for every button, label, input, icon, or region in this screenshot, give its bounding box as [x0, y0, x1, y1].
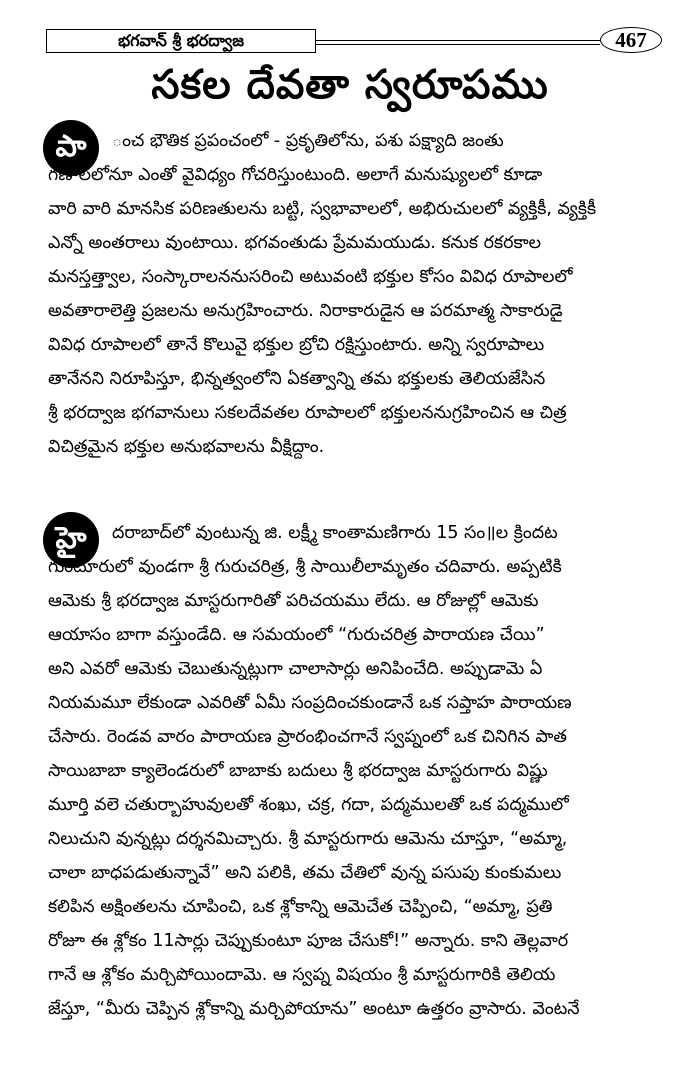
- text-line: రోజూ ఈ శ్లోకం 11సార్లు చెప్పుకుంటూ పూజ చేసుకో!” అన్నారు. కాని తెల్లవార: [48, 931, 569, 951]
- text-line: ంచ భౌతిక ప్రపంచంలో - ప్రకృతిలోను, పశు పక్ష్యాది జంతు: [112, 131, 504, 151]
- chapter-title: సకల దేవతా స్వరూపము: [151, 62, 549, 108]
- text-line: గణాలలోనూ ఎంతో వైవిధ్యం గోచరిస్తుంటుంది. అలాగే మనుష్యులలో కూడా: [48, 165, 543, 185]
- text-line: విచిత్రమైన భక్తుల అనుభవాలను వీక్షిద్దాం.: [48, 437, 325, 457]
- text-line: ఆయాసం బాగా వస్తుండేది. ఆ సమయంలో “గురుచరిత్ర పారాయణ చేయి”: [48, 625, 545, 645]
- text-line: మూర్తి వలె చతుర్బాహువులతో శంఖు, చక్ర, గదా, పద్మములతో ఒక పద్మములో: [48, 795, 569, 815]
- dropcap-badge: హై: [43, 512, 99, 568]
- running-header: [46, 29, 662, 55]
- text-line: వివిధ రూపాలలో తానే కొలువై భక్తుల బ్రోచి రక్షిస్తుంటారు. అన్ని స్వరూపాలు: [48, 335, 545, 355]
- text-line: అవతారాలెత్తి ప్రజలను అనుగ్రహించారు. నిరాకారుడైన ఆ పరమాత్మ సాకారుడై: [48, 301, 563, 321]
- text-line: సాయిబాబా క్యాలెండరులో బాబాకు బదులు శ్రీ భరద్వాజ మాస్టరుగారు విష్ణు: [48, 761, 548, 781]
- header-rule-thin: [316, 44, 600, 45]
- text-line: చాలా బాధపడుతున్నావే” అని పలికి, తమ చేతిలో వున్న పసుపు కుంకుమలు: [48, 863, 562, 883]
- text-line: కలిపిన అక్షింతలను చూపించి, ఒక శ్లోకాన్ని ఆమెచేత చెప్పించి, “అమ్మా, ప్రతి: [48, 897, 553, 917]
- text-line: తానేనని నిరూపిస్తూ, భిన్నత్వంలోని ఏకత్వాన్ని తమ భక్తులకు తెలియజేసిన: [48, 369, 546, 389]
- page-number: 467: [600, 27, 662, 53]
- running-title: భగవాన్ శ్రీ భరద్వాజ: [46, 29, 316, 53]
- paragraph-2: [48, 516, 658, 1026]
- text-line: ఆమెకు శ్రీ భరద్వాజ మాస్టరుగారితో పరిచయము లేదు. ఆ రోజుల్లో ఆమెకు: [48, 591, 539, 611]
- text-line: అని ఎవరో ఆమెకు చెబుతున్నట్లుగా చాలాసార్లు అనిపించేది. అప్పుడామె ఏ: [48, 659, 543, 679]
- text-line: గుంటూరులో వుండగా శ్రీ గురుచరిత్ర, శ్రీ సాయిలీలామృతం చదివారు. అప్పటికి: [48, 557, 562, 577]
- text-line: నిలుచుని వున్నట్లు దర్శనమిచ్చారు. శ్రీ మాస్టరుగారు ఆమెను చూస్తూ, “అమ్మా,: [48, 829, 568, 849]
- text-line: జేస్తూ, “మీరు చెప్పిన శ్లోకాన్ని మర్చిపోయాను” అంటూ ఉత్తరం వ్రాసారు. వెంటనే: [48, 999, 580, 1019]
- text-line: చేసారు. రెండవ వారం పారాయణ ప్రారంభించగానే స్వప్నంలో ఒక చినిగిన పాత: [48, 727, 568, 747]
- text-line: ఎన్నో అంతరాలు వుంటాయి. భగవంతుడు ప్రేమమయుడు. కనుక రకరకాల: [48, 233, 542, 253]
- text-line: గానే ఆ శ్లోకం మర్చిపోయిందామె. ఆ స్వప్న విషయం శ్రీ మాస్టరుగారికి తెలియ: [48, 965, 556, 985]
- text-line: శ్రీ భరద్వాజ భగవానులు సకలదేవతల రూపాలలో భక్తులననుగ్రహించిన ఆ చిత్ర: [48, 403, 567, 423]
- paragraph-1: [48, 124, 658, 464]
- dropcap-badge: పా: [43, 120, 99, 176]
- text-line: వారి వారి మానసిక పరిణతులను బట్టి, స్వభావాలలో, అభిరుచులలో వ్యక్తికీ, వ్యక్తికీ: [48, 199, 597, 219]
- text-line: దరాబాద్‌లో వుంటున్న జి. లక్ష్మీ కాంతామణిగారు 15 సం॥ల క్రిందట: [112, 523, 558, 543]
- header-rule: [316, 40, 600, 41]
- text-line: నియమమూ లేకుండా ఎవరితో ఏమీ సంప్రదించకుండానే ఒక సప్తాహ పారాయణ: [48, 693, 572, 713]
- text-line: మనస్తత్త్వాల, సంస్కారాలననుసరించి అటువంటి భక్తుల కోసం వివిధ రూపాలలో: [48, 267, 573, 287]
